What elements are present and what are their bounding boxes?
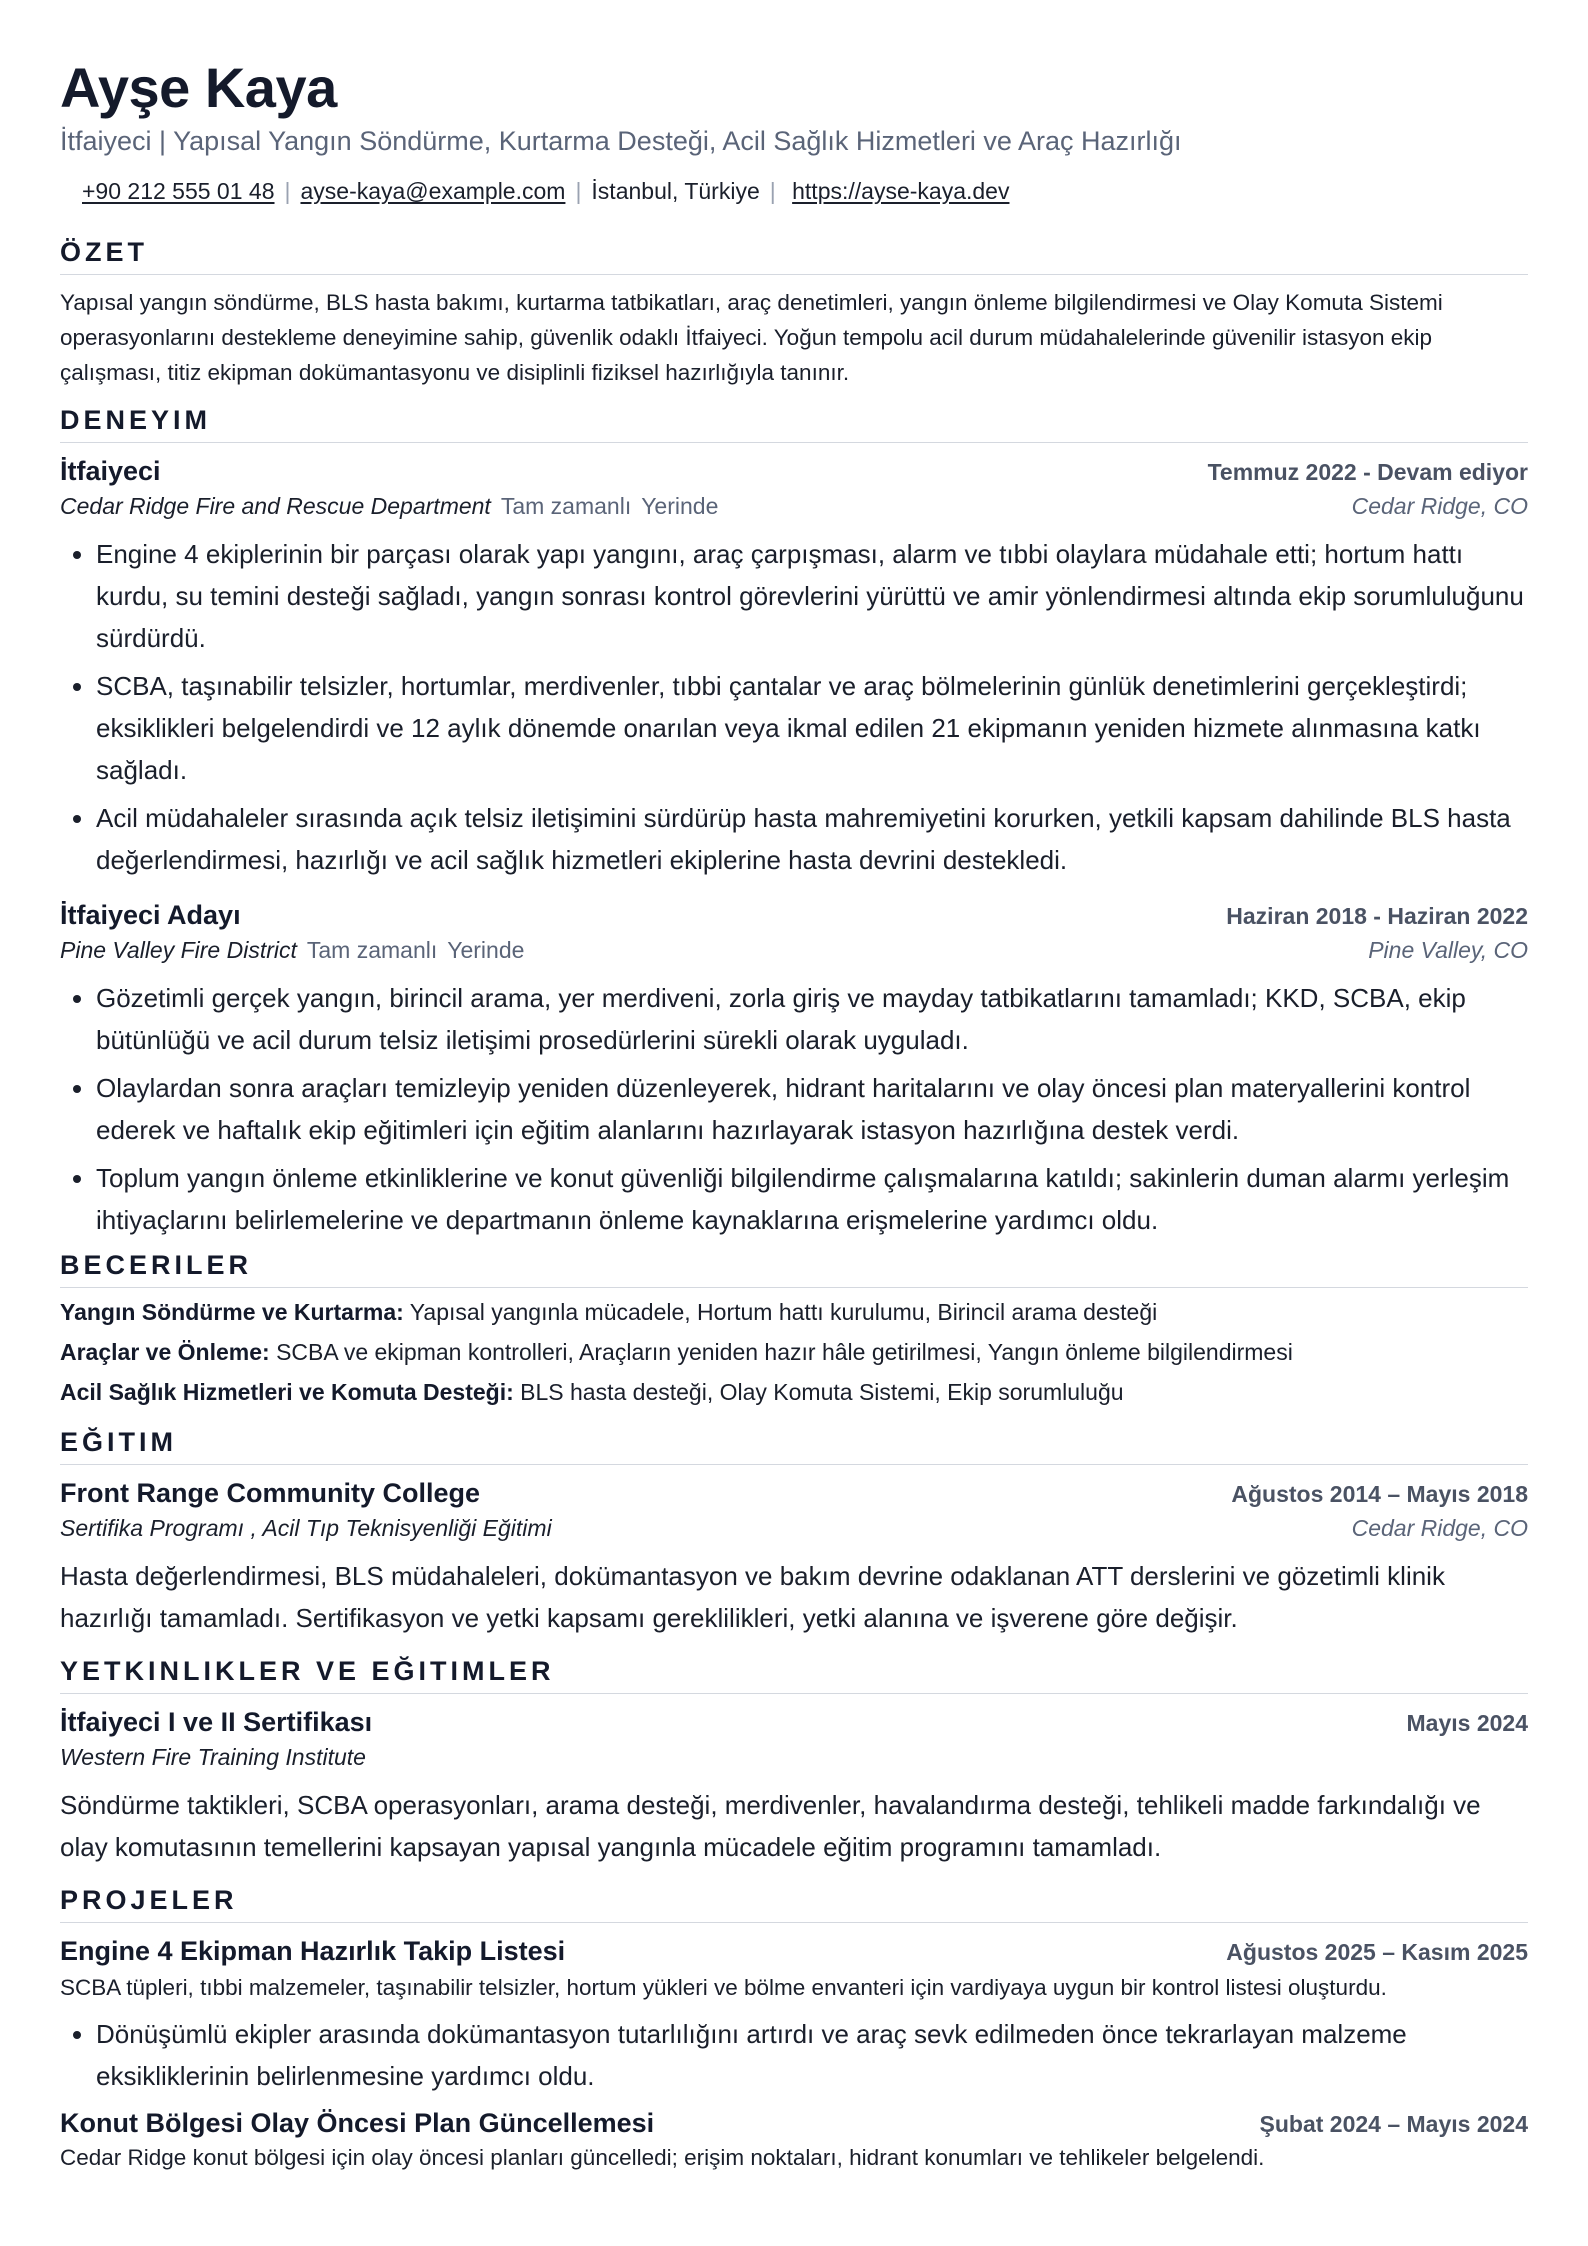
skill-line [60, 1332, 1528, 1372]
contact-separator: | [769, 178, 776, 204]
job-bullet: • Acil müdahaleler sırasında açık telsiz iletişimini sürdürüp hasta mahremiyetini korurken, yetkili kapsam dahilinde BLS hasta değerlendirmesi, hazırlığı ve acil sağlık hizmetleri ekiplerine hasta devrini destekledi. [96, 797, 1528, 881]
job-bullet: • Engine 4 ekiplerinin bir parçası olarak yapı yangını, araç çarpışması, alarm ve tıbbi olaylara müdahale etti; hortum hattı kurdu, su temini desteği sağladı, yangın sonrası kontrol görevlerini yürüttü ve amir yönlendirmesi altında ekip sorumluluğunu sürdürdü. [96, 533, 1528, 659]
candidate-headline: İtfaiyeci | Yapısal Yangın Söndürme, Kurtarma Desteği, Acil Sağlık Hizmetleri ve Araç Hazırlığı [60, 126, 1182, 156]
job-organization: Pine Valley Fire District [60, 937, 297, 963]
education-location: Cedar Ridge, CO [1351, 1515, 1528, 1541]
job-location: Pine Valley, CO [1368, 937, 1528, 963]
experience-entry [60, 897, 1528, 1241]
section-title-skills: BECERILER [60, 1247, 1528, 1288]
job-bullet: • Olaylardan sonra araçları temizleyip yeniden düzenleyerek, hidrant haritalarını ve olay öncesi plan materyallerini kontrol ederek ve haftalık ekip eğitimleri için eğitim alanlarını hazırlayarak istasyon hazırlığına destek verdi. [96, 1067, 1528, 1151]
job-mode: Yerinde [641, 493, 719, 519]
resume-header [60, 56, 1528, 206]
skill-line [60, 1292, 1528, 1332]
skill-category: Acil Sağlık Hizmetleri ve Komuta Desteği: [60, 1379, 514, 1405]
skill-category: Yangın Söndürme ve Kurtarma: [60, 1299, 404, 1325]
contact-separator: | [575, 178, 582, 204]
certification-entry [60, 1704, 1528, 1868]
project-entry [60, 1933, 1528, 2097]
section-title-projects: PROJELER [60, 1882, 1528, 1923]
project-entry [60, 2105, 1528, 2170]
school-name: Front Range Community College [60, 1478, 481, 1508]
project-name: Konut Bölgesi Olay Öncesi Plan Güncellemesi [60, 2108, 655, 2138]
summary-text: Yapısal yangın söndürme, BLS hasta bakımı, kurtarma tatbikatları, araç denetimleri, yangın önleme bilgilendirmesi ve Olay Komuta Sistemi operasyonlarını destekleme deneyimine sahip, güvenlik odaklı İtfaiyeci. Yoğun tempolu acil durum müdahalelerinde güvenilir istasyon ekip çalışması, titiz ekipman dokümantasyonu ve disiplinli fiziksel hazırlığıyla tanınır. [60, 290, 1443, 385]
project-name: Engine 4 Ekipman Hazırlık Takip Listesi [60, 1936, 566, 1966]
contact-separator: | [284, 178, 291, 204]
job-location: Cedar Ridge, CO [1351, 493, 1528, 519]
skill-values: BLS hasta desteği, Olay Komuta Sistemi, Ekip sorumluluğu [520, 1379, 1124, 1405]
certification-description: Söndürme taktikleri, SCBA operasyonları, arama desteği, merdivenler, havalandırma desteği, tehlikeli madde farkındalığı ve olay komutasının temellerini kapsayan yapısal yangınla mücadele eğitim programını tamamladı. [60, 1790, 1481, 1862]
project-bullets [60, 2013, 1528, 2097]
job-title: İtfaiyeci [60, 456, 161, 486]
candidate-name: Ayşe Kaya [60, 56, 337, 119]
job-dates: Haziran 2018 - Haziran 2022 [1226, 903, 1528, 929]
location-text: İstanbul, Türkiye [591, 178, 760, 204]
job-bullets [60, 533, 1528, 881]
certification-issuer: Western Fire Training Institute [60, 1744, 366, 1770]
job-mode: Yerinde [447, 937, 525, 963]
projects-list [60, 1933, 1528, 2170]
education-description: Hasta değerlendirmesi, BLS müdahaleleri, dokümantasyon ve bakım devrine odaklanan ATT derslerini ve gözetimli klinik hazırlığı tamamladı. Sertifikasyon ve yetki kapsamı gereklilikleri, yetki alanına ve işverene göre değişir. [60, 1561, 1445, 1633]
job-organization: Cedar Ridge Fire and Rescue Department [60, 493, 491, 519]
email-link[interactable]: ayse-kaya@example.com [300, 178, 566, 204]
education-entry [60, 1475, 1528, 1639]
job-bullets [60, 977, 1528, 1241]
project-dates: Şubat 2024 – Mayıs 2024 [1259, 2111, 1528, 2137]
job-title: İtfaiyeci Adayı [60, 900, 241, 930]
job-bullet: • SCBA, taşınabilir telsizler, hortumlar, merdivenler, tıbbi çantalar ve araç bölmelerinin günlük denetimlerini gerçekleştirdi; eksiklikleri belgelendirdi ve 12 aylık dönemde onarılan veya ikmal edilen 21 ekipmanın yeniden hizmete alınmasına katkı sağladı. [96, 665, 1528, 791]
skill-line [60, 1372, 1528, 1412]
section-title-education: EĞITIM [60, 1424, 1528, 1465]
education-program: Sertifika Programı , Acil Tıp Teknisyenliği Eğitimi [60, 1515, 552, 1541]
education-dates: Ağustos 2014 – Mayıs 2018 [1231, 1481, 1528, 1507]
website-link[interactable]: https://ayse-kaya.dev [792, 178, 1010, 204]
project-description: SCBA tüpleri, tıbbi malzemeler, taşınabilir telsizler, hortum yükleri ve bölme envanteri için vardiyaya uygun bir kontrol listesi oluşturdu. [60, 1975, 1387, 2000]
job-dates: Temmuz 2022 - Devam ediyor [1207, 459, 1528, 485]
skill-values: SCBA ve ekipman kontrolleri, Araçların yeniden hazır hâle getirilmesi, Yangın önleme bilgilendirmesi [276, 1339, 1293, 1365]
experience-list [60, 453, 1528, 1241]
job-bullet: • Toplum yangın önleme etkinliklerine ve konut güvenliği bilgilendirme çalışmalarına katıldı; sakinlerin duman alarmı yerleşim ihtiyaçlarını belirlemelerine ve departmanın önleme kaynaklarına erişmelerine yardımcı oldu. [96, 1157, 1528, 1241]
job-type: Tam zamanlı [500, 493, 632, 519]
skill-category: Araçlar ve Önleme: [60, 1339, 270, 1365]
skills-list [60, 1292, 1528, 1412]
project-dates: Ağustos 2025 – Kasım 2025 [1226, 1939, 1528, 1965]
section-title-summary: ÖZET [60, 234, 1528, 275]
job-bullet: • Gözetimli gerçek yangın, birincil arama, yer merdiveni, zorla giriş ve mayday tatbikatlarını tamamladı; KKD, SCBA, ekip bütünlüğü ve acil durum telsiz iletişimi prosedürlerini sürekli olarak uyguladı. [96, 977, 1528, 1061]
experience-entry [60, 453, 1528, 881]
section-title-experience: DENEYIM [60, 402, 1528, 443]
phone-link[interactable]: +90 212 555 01 48 [82, 178, 275, 204]
certification-name: İtfaiyeci I ve II Sertifikası [60, 1707, 373, 1737]
project-description: Cedar Ridge konut bölgesi için olay öncesi planları güncelledi; erişim noktaları, hidrant konumları ve tehlikeler belgelendi. [60, 2145, 1265, 2170]
certification-date: Mayıs 2024 [1406, 1710, 1528, 1736]
section-title-certifications: YETKINLIKLER VE EĞITIMLER [60, 1653, 1528, 1694]
skill-values: Yapısal yangınla mücadele, Hortum hattı kurulumu, Birincil arama desteği [409, 1299, 1158, 1325]
job-type: Tam zamanlı [306, 937, 438, 963]
project-bullet: • Dönüşümlü ekipler arasında dokümantasyon tutarlılığını artırdı ve araç sevk edilmeden önce tekrarlayan malzeme eksikliklerinin belirlenmesine yardımcı oldu. [96, 2013, 1528, 2097]
contact-line [60, 176, 1528, 206]
